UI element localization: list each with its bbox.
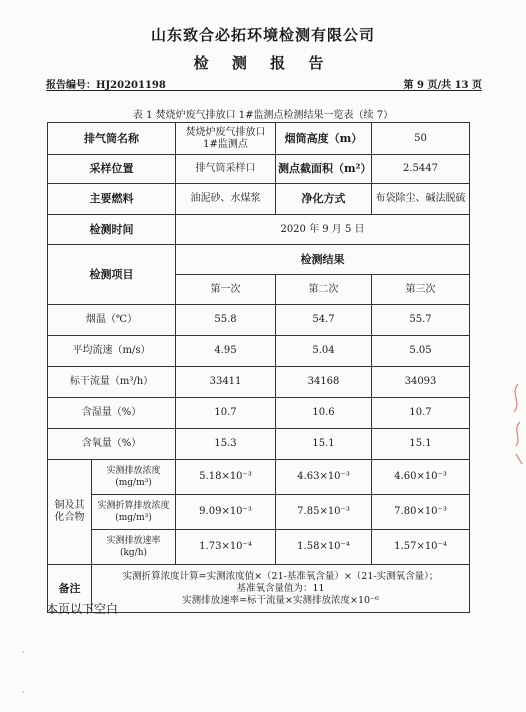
cell: 55.7: [372, 305, 470, 336]
notes-content: [92, 565, 470, 613]
scan-dot: ·: [22, 688, 25, 697]
page-info: 第 9 页/共 13 页: [403, 80, 482, 91]
height-label: 烟筒高度（m）: [276, 123, 372, 155]
purify-value: 布袋除尘、碱法脱硫: [372, 184, 470, 215]
row-label: 平均流速（m/s）: [48, 336, 176, 367]
run-2: 第二次: [276, 275, 372, 305]
organization-name: 山东致合必拓环境检测有限公司: [150, 26, 375, 44]
report-number: 报告编号：HJ20201198: [46, 80, 166, 91]
row-label: 烟温（℃）: [48, 305, 176, 336]
date-row: [48, 215, 470, 245]
header-divider: [46, 90, 482, 91]
table-row: [48, 530, 470, 565]
cell: 33411: [176, 367, 276, 398]
seal-stamp-fragment: [504, 380, 524, 470]
table-row: [48, 429, 470, 460]
blank-page-note: 本页以下空白: [46, 602, 119, 616]
pollutant-label-line2: 化合物: [54, 512, 85, 523]
sub-row-label-line1: 实测排放速率: [106, 536, 161, 546]
result-header-row: [48, 245, 470, 275]
cell: 9.09×10⁻³: [176, 495, 276, 530]
sub-row-label-line2: (mg/m³): [115, 478, 152, 488]
run-3: 第三次: [372, 275, 470, 305]
cell: 4.63×10⁻³: [276, 460, 372, 495]
section-label: 测点截面积（m²）: [276, 155, 372, 184]
sampling-row: [48, 155, 470, 184]
result-label: 检测结果: [176, 245, 470, 275]
sub-row-label-line1: 实测排放浓度: [106, 466, 161, 476]
cell: 15.3: [176, 429, 276, 460]
sub-row-label: [92, 530, 176, 565]
item-label: 检测项目: [48, 245, 176, 305]
pollutant-label: [48, 460, 92, 565]
cell: 5.04: [276, 336, 372, 367]
sub-row-label: [92, 460, 176, 495]
sub-row-label-line1: 实测折算排放浓度: [97, 501, 170, 511]
document-title: 检 测 报 告: [193, 54, 333, 72]
fuel-value: 油泥砂、水煤浆: [176, 184, 276, 215]
cell: 10.7: [176, 398, 276, 429]
outlet-value-line1: 焚烧炉废气排放口: [185, 126, 266, 138]
sampling-label: 采样位置: [48, 155, 176, 184]
section-value: 2.5447: [372, 155, 470, 184]
row-label: 标干流量（m³/h）: [48, 367, 176, 398]
cell: 15.1: [276, 429, 372, 460]
table-row: [48, 398, 470, 429]
cell: 34168: [276, 367, 372, 398]
cell: 1.57×10⁻⁴: [372, 530, 470, 565]
cell: 34093: [372, 367, 470, 398]
cell: 15.1: [372, 429, 470, 460]
date-value: 2020 年 9 月 5 日: [176, 215, 470, 245]
cell: 54.7: [276, 305, 372, 336]
cell: 10.6: [276, 398, 372, 429]
sub-row-label-line2: (kg/h): [119, 548, 148, 558]
notes-line3: 实测排放速率=标干流量×实测排放浓度×10⁻⁶: [182, 594, 379, 606]
table-row: [48, 495, 470, 530]
cell: 7.80×10⁻³: [372, 495, 470, 530]
fuel-row: [48, 184, 470, 215]
cell: 5.05: [372, 336, 470, 367]
height-value: 50: [372, 123, 470, 155]
pollutant-label-line1: 铜及其: [54, 500, 85, 511]
sub-row-label-line2: (mg/m³): [115, 513, 152, 523]
notes-line2: 基准氧含量值为：11: [236, 582, 325, 594]
row-label: 含氧量（%）: [48, 429, 176, 460]
fuel-label: 主要燃料: [48, 184, 176, 215]
cell: 7.85×10⁻³: [276, 495, 372, 530]
cell: 1.58×10⁻⁴: [276, 530, 372, 565]
row-label: 含湿量（%）: [48, 398, 176, 429]
sub-row-label: [92, 495, 176, 530]
cell: 5.18×10⁻³: [176, 460, 276, 495]
outlet-value: [176, 123, 276, 155]
notes-label: 备注: [48, 565, 92, 613]
table-row: [48, 336, 470, 367]
results-table: [47, 122, 470, 613]
run-1: 第一次: [176, 275, 276, 305]
cell: 4.60×10⁻³: [372, 460, 470, 495]
outlet-value-line2: 1#监测点: [203, 138, 248, 150]
scan-dot: ·: [22, 648, 25, 657]
table-row: [48, 305, 470, 336]
cell: 55.8: [176, 305, 276, 336]
table-row: [48, 460, 470, 495]
cell: 10.7: [372, 398, 470, 429]
cell: 4.95: [176, 336, 276, 367]
outlet-label: 排气筒名称: [48, 123, 176, 155]
purify-label: 净化方式: [276, 184, 372, 215]
table-caption: 表 1 焚烧炉废气排放口 1#监测点检测结果一览表（续 7）: [132, 110, 394, 121]
sampling-value: 排气筒采样口: [176, 155, 276, 184]
table-row: [48, 367, 470, 398]
date-label: 检测时间: [48, 215, 176, 245]
notes-line1: 实测折算浓度计算=实测浓度值×（21-基准氧含量）×（21-实测氧含量）；: [122, 570, 439, 582]
cell: 1.73×10⁻⁴: [176, 530, 276, 565]
outlet-row: [48, 123, 470, 155]
